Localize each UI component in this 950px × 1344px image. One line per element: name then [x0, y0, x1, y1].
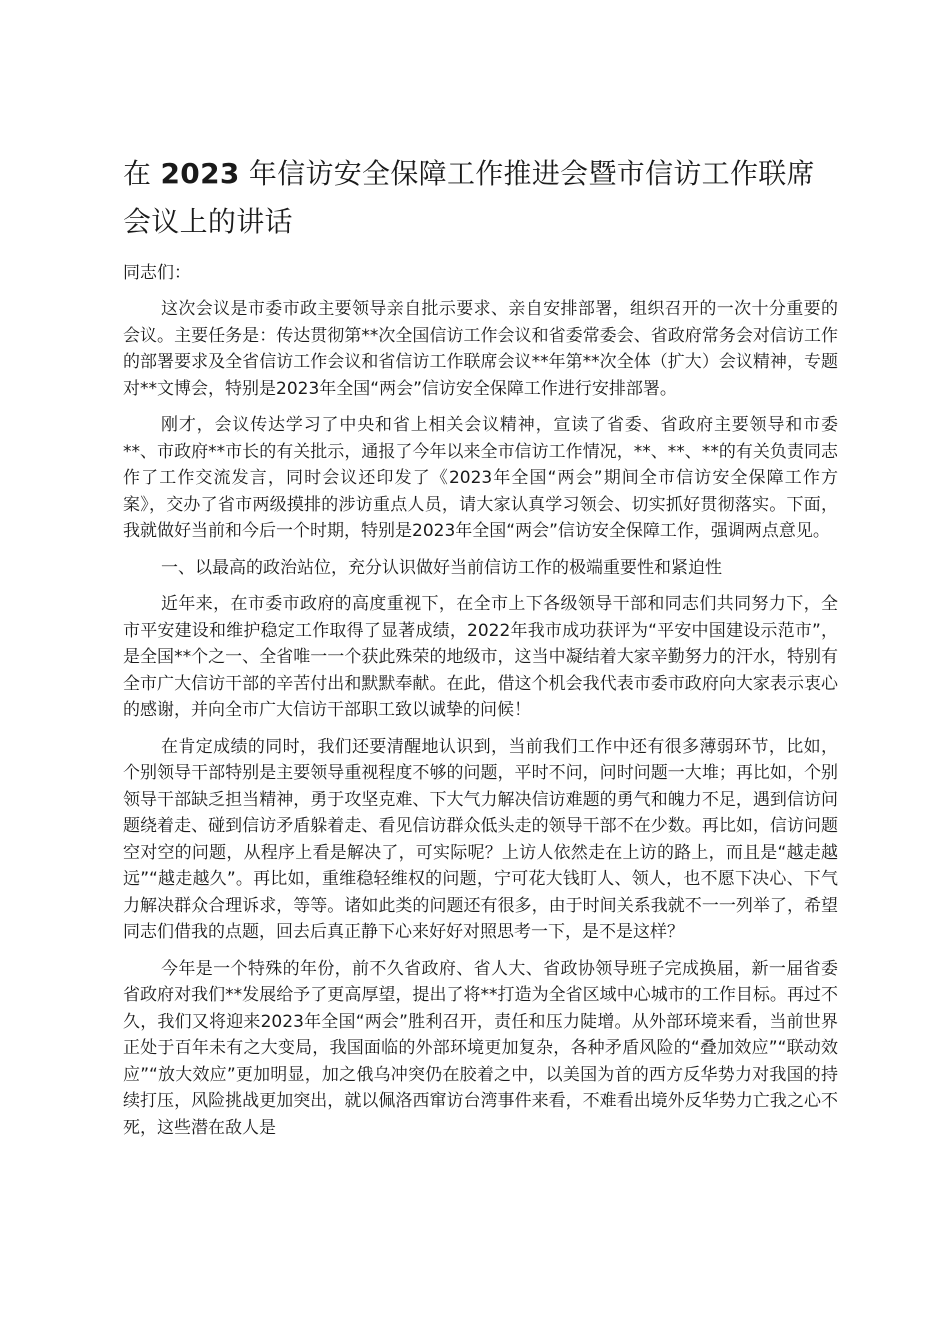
- title-year: 2023: [160, 157, 240, 190]
- paragraph-2: 刚才，会议传达学习了中央和省上相关会议精神，宣读了省委、省政府主要领导和市委**、市政府**市长的有关批示，通报了今年以来全市信访工作情况，**、**、**的有关负责同志作了工作交流发言，同时会议还印发了《2023年全国“两会”期间全市信访安全保障工作方案》，交办了省市两级摸排的涉访重点人员，请大家认真学习领会、切实抓好贯彻落实。下面，我就做好当前和今后一个时期，特别是2023年全国“两会”信访安全保障工作，强调两点意见。: [123, 415, 838, 541]
- paragraph-5: 今年是一个特殊的年份，前不久省政府、省人大、省政协领导班子完成换届，新一届省委省政府对我们**发展给予了更高厚望，提出了将**打造为全省区域中心城市的工作目标。再过不久，我们又将迎来2023年全国“两会”胜利召开，责任和压力陡增。从外部环境来看，当前世界正处于百年未有之大变局，我国面临的外部环境更加复杂，各种矛盾风险的“叠加效应”“联动效应”“放大效应”更加明显，加之俄乌冲突仍在胶着之中，以美国为首的西方反华势力对我国的持续打压，风险挑战更加突出，就以佩洛西窜访台湾事件来看，不难看出境外反华势力亡我之心不死，这些潜在敌人是: [123, 958, 838, 1138]
- title-prefix: 在: [123, 157, 152, 190]
- paragraph-4: 在肯定成绩的同时，我们还要清醒地认识到，当前我们工作中还有很多薄弱环节，比如，个别领导干部特别是主要领导重视程度不够的问题，平时不问，问时问题一大堆；再比如，个别领导干部缺乏担当精神，勇于攻坚克难、下大气力解决信访难题的勇气和魄力不足，遇到信访问题绕着走、碰到信访矛盾躲着走、看见信访群众低头走的领导干部不在少数。再比如，信访问题空对空的问题，从程序上看是解决了，可实际呢？上访人依然走在上访的路上，而且是“越走越远”“越走越久”。再比如，重维稳轻维权的问题，宁可花大钱盯人、领人，也不愿下决心、下气力解决群众合理诉求，等等。诸如此类的问题还有很多，由于时间关系我就不一一列举了，希望同志们借我的点题，回去后真正静下心来好好对照思考一下，是不是这样？: [123, 736, 838, 942]
- salutation: 同志们：: [123, 263, 191, 283]
- section-heading-1: 一、以最高的政治站位，充分认识做好当前信访工作的极端重要性和紧迫性: [161, 557, 722, 578]
- document-title: [123, 150, 838, 246]
- paragraph-1: 这次会议是市委市政主要领导亲自批示要求、亲自安排部署，组织召开的一次十分重要的会议。主要任务是：传达贯彻第**次全国信访工作会议和省委常委会、省政府常务会对信访工作的部署要求及全省信访工作会议和省信访工作联席会议**年第**次全体（扩大）会议精神，专题对**文博会，特别是2023年全国“两会”信访安全保障工作进行安排部署。: [123, 299, 838, 399]
- title-rest: 年信访安全保障工作推进会暨市信访工作联席会议上的讲话: [123, 157, 815, 238]
- document-page: [123, 150, 838, 1141]
- paragraph-3: 近年来，在市委市政府的高度重视下，在全市上下各级领导干部和同志们共同努力下，全市平安建设和维护稳定工作取得了显著成绩，2022年我市成功获评为“平安中国建设示范市”，是全国**个之一、全省唯一一个获此殊荣的地级市，这当中凝结着大家辛勤努力的汗水，特别有全市广大信访干部的辛苦付出和默默奉献。在此，借这个机会我代表市委市政府向大家表示衷心的感谢，并向全市广大信访干部职工致以诚挚的问候！: [123, 594, 838, 720]
